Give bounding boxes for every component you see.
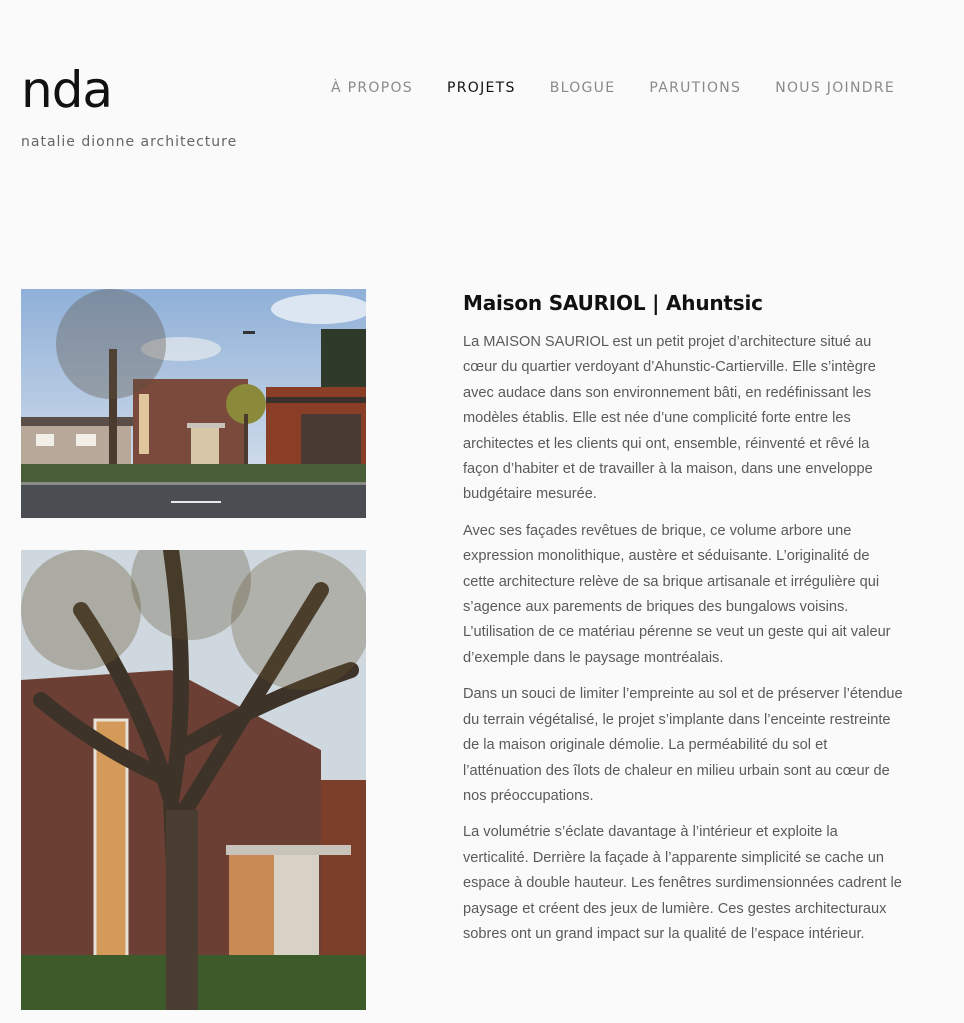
project-paragraph-2: Avec ses façades revêtues de brique, ce volume arbore une expression monolithique, austère et séduisante. L’originalité de cette architecture relève de sa brique artisanale et irrégulière qui s’agence aux parements de briques des bungalows voisins. L’utilisation de ce matériau pérenne se veut un geste qui ait valeur d’exemple dans le paysage montréalais.: [463, 522, 891, 666]
nav-item-nous-joindre[interactable]: NOUS JOINDRE: [775, 80, 895, 96]
nav-item-a-propos[interactable]: À PROPOS: [331, 80, 413, 96]
logo[interactable]: nda: [21, 61, 113, 119]
nav-item-parutions[interactable]: PARUTIONS: [649, 80, 742, 96]
nav-item-projets[interactable]: PROJETS: [446, 80, 516, 96]
project-photo-facade[interactable]: [21, 550, 366, 1010]
nav-item-blogue[interactable]: BLOGUE: [549, 80, 616, 96]
project-paragraph-3: Dans un souci de limiter l’empreinte au sol et de préserver l’étendue du terrain végétalisé, le projet s’implante dans l’enceinte restreinte de la maison originale démolie. La perméabilité du sol et l’atténuation des îlots de chaleur en milieu urbain sont au cœur de nos préoccupations.: [463, 686, 903, 804]
project-article: [463, 288, 903, 958]
project-paragraph-4: La volumétrie s’éclate davantage à l’intérieur et exploite la verticalité. Derrière la façade à l’apparente simplicité se cache un espace à double hauteur. Les fenêtres surdimensionnées cadrent le paysage et créent des jeux de lumière. Ces gestes architecturaux sobres ont un grand impact sur la qualité de l’espace intérieur.: [463, 824, 902, 942]
project-photo-street[interactable]: [21, 289, 366, 518]
project-title: Maison SAURIOL | Ahuntsic: [463, 291, 763, 315]
project-paragraph-1: La MAISON SAURIOL est un petit projet d’architecture situé au cœur du quartier verdoyant d’Ahunstic-Cartierville. Elle s’intègre avec audace dans son environnement bâti, en redéfinissant les modèles établis. Elle est née d’une complicité forte entre les architectes et les clients qui ont, ensemble, réinventé et rêvé la façon d’habiter et de travailler à la maison, dans une enveloppe budgétaire mesurée.: [463, 334, 876, 503]
tagline: natalie dionne architecture: [21, 134, 238, 150]
main-nav: [331, 80, 895, 96]
